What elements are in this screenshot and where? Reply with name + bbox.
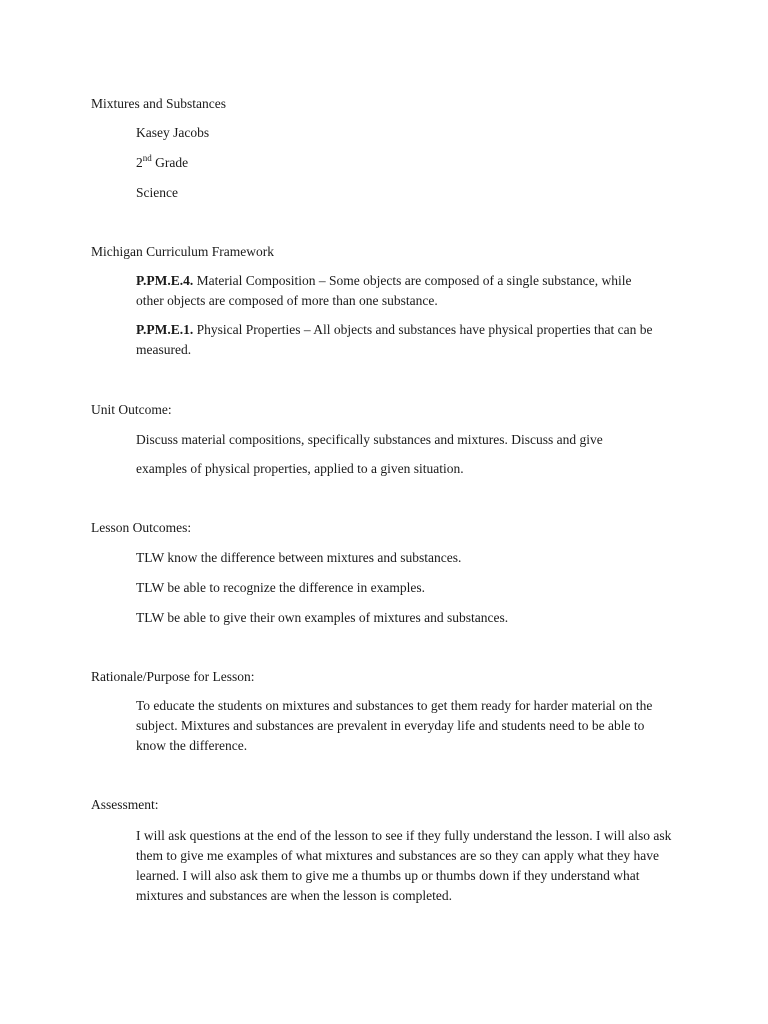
- document-title: Mixtures and Substances: [91, 96, 226, 111]
- unit-outcome-text: Discuss material compositions, specifically substances and mixtures. Discuss and give examples of physical properties, applied to a given situation.: [136, 432, 603, 476]
- author-name: Kasey Jacobs: [136, 125, 210, 140]
- standard-text: Material Composition – Some objects are composed of a single substance, while other objects are composed of more than one substance.: [136, 273, 632, 308]
- rationale-text: To educate the students on mixtures and substances to get them ready for harder material on the subject. Mixtures and substances are prevalent in everyday life and students need to be able to know the difference.: [136, 698, 653, 753]
- framework-item: [136, 271, 661, 311]
- framework-item: [136, 320, 676, 360]
- assessment-text: I will ask questions at the end of the lesson to see if they fully understand the lesson. I will also ask them to give me examples of what mixtures and substances are so they can apply what they have learned. I will also ask them to give me a thumbs up or thumbs down if they understand what mixtures and substances are when the lesson is completed.: [136, 828, 672, 903]
- lesson-outcome-item: TLW know the difference between mixtures and substances.: [136, 550, 462, 565]
- grade-suffix: nd: [142, 152, 152, 163]
- grade-level: [136, 153, 696, 173]
- lesson-outcome-item: TLW be able to give their own examples of mixtures and substances.: [136, 610, 509, 625]
- subject: Science: [136, 185, 178, 200]
- assessment-heading: Assessment:: [91, 797, 159, 812]
- standard-text: Physical Properties – All objects and substances have physical properties that can be measured.: [136, 322, 653, 357]
- rationale-heading: Rationale/Purpose for Lesson:: [91, 669, 255, 684]
- lesson-outcomes-heading: Lesson Outcomes:: [91, 520, 192, 535]
- unit-outcome-heading: Unit Outcome:: [91, 402, 172, 417]
- standard-code: P.PM.E.1.: [136, 322, 194, 337]
- lesson-outcome-item: TLW be able to recognize the difference in examples.: [136, 580, 425, 595]
- grade-number: 2: [136, 155, 143, 170]
- grade-word: Grade: [155, 155, 189, 170]
- framework-heading: Michigan Curriculum Framework: [91, 244, 274, 259]
- standard-code: P.PM.E.4.: [136, 273, 194, 288]
